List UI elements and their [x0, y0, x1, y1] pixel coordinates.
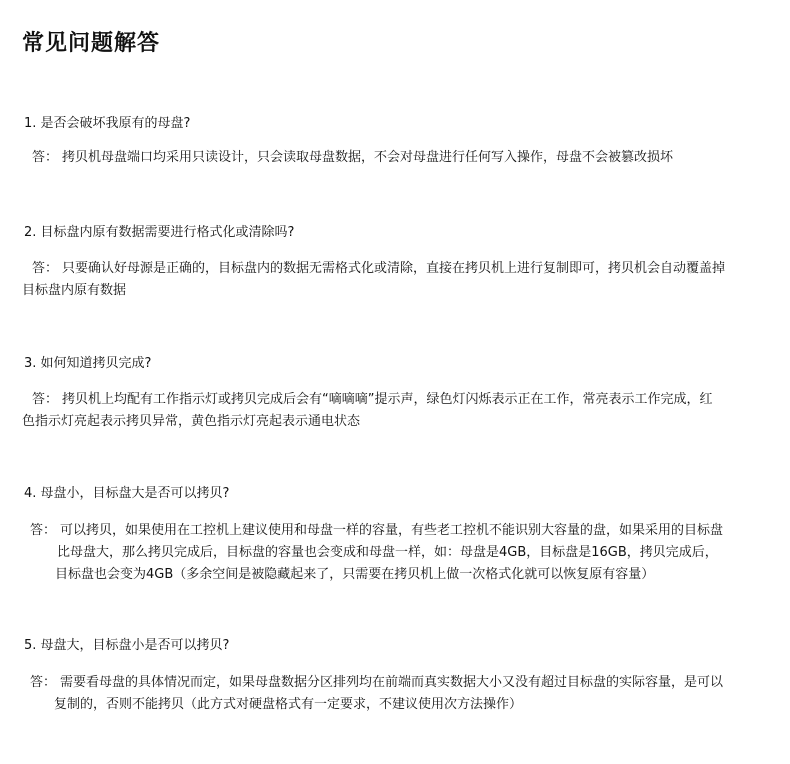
faq-question: 5. 母盘大，目标盘小是否可以拷贝? [24, 638, 230, 653]
answer-text-line: 复制的，否则不能拷贝（此方式对硬盘格式有一定要求，不建议使用次方法操作） [54, 697, 523, 712]
faq-answer [32, 147, 782, 169]
answer-text-line: 目标盘内原有数据 [22, 283, 127, 298]
faq-question: 1. 是否会破坏我原有的母盘? [24, 116, 191, 131]
answer-text-line: 只要确认好母源是正确的，目标盘内的数据无需格式化或清除，直接在拷贝机上进行复制即可，拷贝机会自动覆盖掉 [62, 261, 726, 276]
answer-label: 答： [32, 261, 59, 276]
faq-question: 2. 目标盘内原有数据需要进行格式化或清除吗? [24, 225, 295, 240]
answer-label: 答： [32, 392, 59, 407]
answer-label: 答： [32, 150, 59, 165]
answer-text-line: 可以拷贝，如果使用在工控机上建议使用和母盘一样的容量，有些老工控机不能识别大容量的盘，如果采用的目标盘 [60, 523, 724, 538]
answer-text-line: 需要看母盘的具体情况而定，如果母盘数据分区排列均在前端而真实数据大小又没有超过目标盘的实际容量，是可以 [60, 675, 724, 690]
faq-question: 4. 母盘小，目标盘大是否可以拷贝? [24, 486, 230, 501]
answer-text-line: 拷贝机上均配有工作指示灯或拷贝完成后会有“嘀嘀嘀”提示声，绿色灯闪烁表示正在工作，常亮表示工作完成，红 [62, 392, 713, 407]
faq-answer [22, 258, 782, 302]
answer-text-line: 色指示灯亮起表示拷贝异常，黄色指示灯亮起表示通电状态 [22, 414, 361, 429]
faq-question: 3. 如何知道拷贝完成? [24, 356, 152, 371]
faq-answer [30, 672, 778, 716]
answer-label: 答： [30, 523, 57, 538]
faq-answer [22, 389, 782, 433]
faq-answer [30, 520, 778, 586]
answer-text-line: 拷贝机母盘端口均采用只读设计，只会读取母盘数据，不会对母盘进行任何写入操作，母盘不会被篡改损坏 [62, 150, 674, 165]
answer-label: 答： [30, 675, 57, 690]
answer-text-line: 比母盘大，那么拷贝完成后，目标盘的容量也会变成和母盘一样，如：母盘是4GB，目标盘是16GB，拷贝完成后， [57, 545, 718, 560]
answer-text-line: 目标盘也会变为4GB（多余空间是被隐藏起来了，只需要在拷贝机上做一次格式化就可以恢复原有容量） [55, 567, 655, 582]
page-title: 常见问题解答 [22, 31, 161, 56]
